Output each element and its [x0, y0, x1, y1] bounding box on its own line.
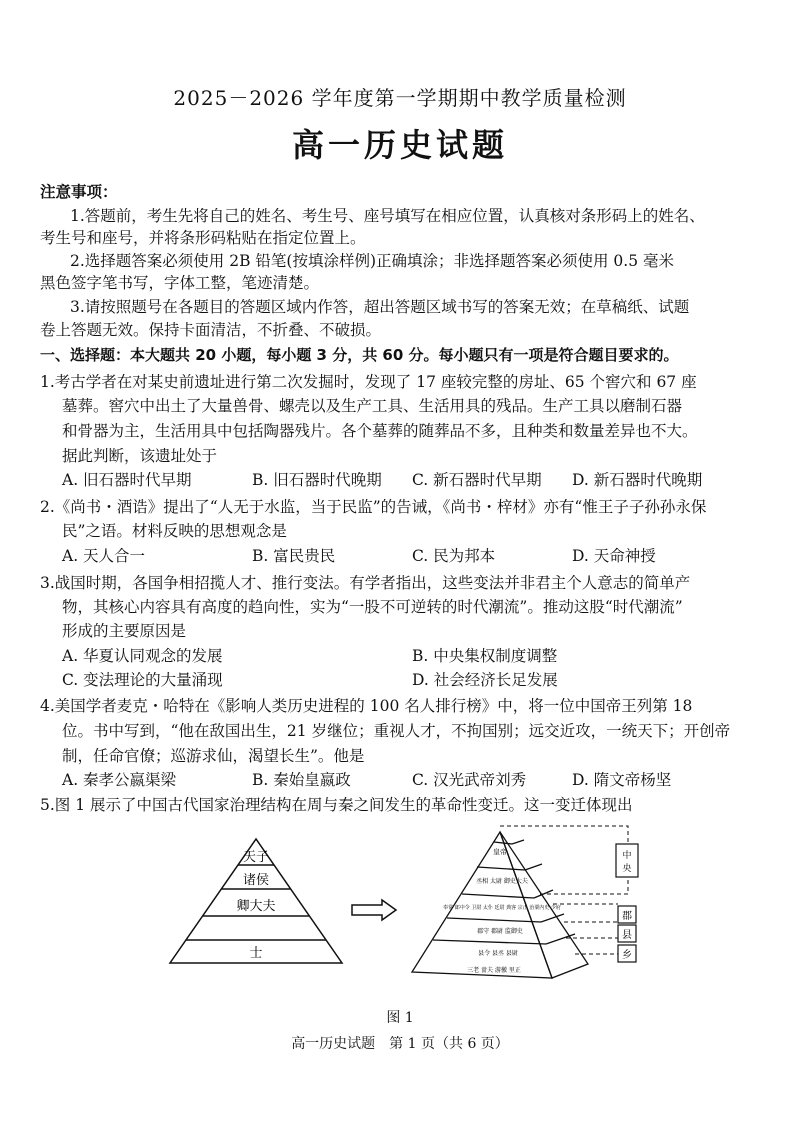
- notice-item-3-line-1: 3.请按照题号在各题目的答题区域内作答，超出答题区域书写的答案无效；在草稿纸、试题: [70, 298, 690, 316]
- right-level-emperor: 皇帝: [493, 848, 507, 856]
- page-footer: 高一历史试题 第 1 页（共 6 页）: [291, 1036, 509, 1052]
- right-level-nine-ministers: 奉常 郎中令 卫尉 太仆 廷尉 典客 宗正 治粟内史 少府: [443, 905, 561, 911]
- notice-heading: 注意事项：: [40, 183, 118, 201]
- side-label-township: 乡: [622, 950, 632, 961]
- side-label-central-2: 央: [622, 864, 632, 874]
- side-label-county: 县: [622, 930, 632, 941]
- q1-line-1: 1.考古学者在对某史前遗址进行第二次发掘时，发现了 17 座较完整的房址、65 个窖穴和 67 座: [40, 373, 697, 391]
- q2-line-2: 民”之语。材料反映的思想观念是: [62, 522, 287, 540]
- exam-name: 2025－2026 学年度第一学期期中教学质量检测: [173, 86, 627, 110]
- q4-line-1: 4.美国学者麦克・哈特在《影响人类历史进程的 100 名人排行榜》中，将一位中国帝王列第 18: [40, 697, 693, 715]
- section-1-heading: 一、选择题：本大题共 20 小题，每小题 3 分，共 60 分。每小题只有一项是符合题目要求的。: [40, 346, 679, 364]
- left-level-zhuhou: 诸侯: [242, 873, 270, 888]
- q1-line-3: 和骨器为主，生活用具中包括陶器残片。各个墓葬的随葬品不多，且种类和数量差异也不大。: [62, 422, 698, 440]
- right-level-three-ministers: 丞相 太尉 御史大夫: [476, 878, 528, 885]
- notice-item-3-line-2: 卷上答题无效。保持卡面清洁，不折叠、不破损。: [40, 321, 382, 339]
- q1-option-b[interactable]: B. 旧石器时代晚期: [252, 471, 382, 489]
- q3-option-d[interactable]: D. 社会经济长足发展: [412, 671, 558, 689]
- notice-item-2-line-1: 2.选择题答案必须使用 2B 铅笔(按填涂样例)正确填涂；非选择题答案必须使用 0.5 毫米: [70, 252, 674, 270]
- q2-option-d[interactable]: D. 天命神授: [572, 547, 656, 565]
- notice-item-2-line-2: 黑色签字笔书写，字体工整，笔迹清楚。: [40, 274, 320, 292]
- q2-option-a[interactable]: A. 天人合一: [62, 547, 146, 565]
- right-level-township-officials: 三老 啬夫 游徼 里正: [467, 967, 521, 974]
- subject-title: 高一历史试题: [291, 126, 508, 164]
- figure-1: [0, 822, 800, 1002]
- q3-line-2: 物，其核心内容具有高度的趋向性，实为“一股不可逆转的时代潮流”。推动这股“时代潮流”: [62, 598, 683, 616]
- q3-option-b[interactable]: B. 中央集权制度调整: [412, 647, 558, 665]
- q4-line-2: 位。书中写到，“他在敌国出生，21 岁继位；重视人才，不拘国别；远交近攻，一统天下；开创帝: [62, 722, 731, 740]
- q4-option-d[interactable]: D. 隋文帝杨坚: [572, 771, 672, 789]
- q1-line-2: 墓葬。窖穴中出土了大量兽骨、螺壳以及生产工具、生活用具的残品。生产工具以磨制石器: [62, 397, 683, 415]
- q1-option-c[interactable]: C. 新石器时代早期: [412, 471, 542, 489]
- transition-arrow-icon: [352, 900, 396, 920]
- q1-option-a[interactable]: A. 旧石器时代早期: [62, 471, 192, 489]
- q5-line-1: 5.图 1 展示了中国古代国家治理结构在周与秦之间发生的革命性变迁。这一变迁体现出: [40, 796, 633, 814]
- q3-line-1: 3.战国时期，各国争相招揽人才、推行变法。有学者指出，这些变法并非君主个人意志的简单产: [40, 574, 691, 592]
- q1-option-d[interactable]: D. 新石器时代晚期: [572, 471, 703, 489]
- q4-line-3: 制，任命官僚；巡游求仙，渴望长生”。他是: [62, 747, 365, 765]
- figure-caption: 图 1: [386, 1010, 414, 1026]
- q2-option-c[interactable]: C. 民为邦本: [412, 547, 496, 565]
- side-label-central: 中: [622, 851, 632, 861]
- q1-line-4: 据此判断，该遗址处于: [62, 447, 218, 465]
- q2-option-b[interactable]: B. 富民贵民: [252, 547, 336, 565]
- q3-line-3: 形成的主要原因是: [62, 622, 187, 640]
- q3-option-a[interactable]: A. 华夏认同观念的发展: [62, 647, 223, 665]
- q4-option-c[interactable]: C. 汉光武帝刘秀: [412, 771, 527, 789]
- q2-line-1: 2.《尚书・酒诰》提出了“人无于水监，当于民监”的告诫，《尚书・梓材》亦有“惟王子子孙孙永保: [40, 498, 707, 516]
- right-level-prefecture-officials: 郡守 郡尉 监御史: [477, 928, 523, 935]
- left-level-tianzi: 天子: [242, 850, 270, 865]
- side-label-boxes: [616, 844, 638, 962]
- q3-option-c[interactable]: C. 变法理论的大量涌现: [62, 671, 223, 689]
- notice-item-1-line-2: 考生号和座号，并将条形码粘贴在指定位置上。: [40, 229, 366, 247]
- right-level-county-officials: 县令 县丞 县尉: [478, 950, 518, 957]
- side-label-commandery: 郡: [622, 911, 632, 922]
- left-level-shi: 士: [249, 946, 263, 961]
- notice-item-1-line-1: 1.答题前，考生先将自己的姓名、考生号、座号填写在相应位置，认真核对条形码上的姓名、: [70, 207, 705, 225]
- left-level-qingdafu: 卿大夫: [236, 899, 276, 914]
- q4-option-b[interactable]: B. 秦始皇嬴政: [252, 771, 351, 789]
- q4-option-a[interactable]: A. 秦孝公嬴渠梁: [62, 771, 177, 789]
